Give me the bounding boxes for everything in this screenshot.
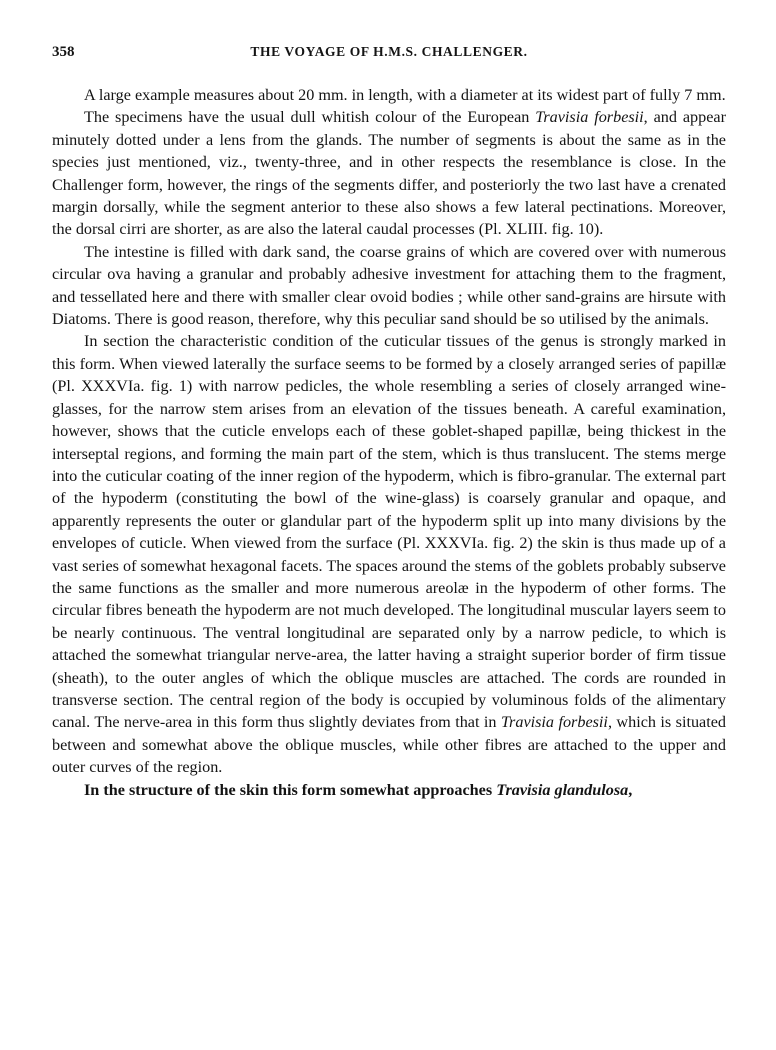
text-segment: , and appear minutely dotted under a lens from the glands. The number of segments is about the same as in the species just mentioned, viz., twenty-three, and in other respects the resemblance is close. In the Challenger form, however, the rings of the segments differ, and posteriorly the two last have a crenated margin dorsally, while the segment anterior to these also shows a few lateral pectinations. Moreover, the dorsal cirri are shorter, as are also the lateral caudal processes (Pl. XLIII. fig. 10). xyxy=(52,108,726,239)
paragraph-1 xyxy=(52,84,726,106)
page xyxy=(52,44,726,801)
species-name: Travisia forbesii xyxy=(500,713,608,732)
paragraph-3 xyxy=(52,241,726,331)
text-segment: , xyxy=(628,780,633,799)
page-number: 358 xyxy=(52,44,75,60)
text-segment: In section the characteristic condition of the cuticular tissues of the genus is strongly marked in this form. When viewed laterally the surface seems to be formed by a closely arranged series of papillæ (Pl. XXXVIa. fig. 1) with narrow pedicles, the whole resembling a series of closely arranged wine-glasses, for the narrow stem arises from an elevation of the tissues beneath. A careful examination, however, shows that the cuticle envelops each of these goblet-shaped papillæ, being thickest in the interseptal regions, and forming the main part of the stem, which is thus translucent. The stems merge into the cuticular coating of the inner region of the hypoderm, which is fibro-granular. The external part of the hypoderm (constituting the bowl of the wine-glass) is coarsely granular and opaque, and apparently represents the outer or glandular part of the hypoderm split up into many divisions by the envelopes of cuticle. When viewed from the surface (Pl. XXXVIa. fig. 2) the skin is thus made up of a vast series of somewhat hexagonal facets. The spaces around the stems of the goblets probably subserve the same functions as the smaller and more numerous areolæ in the hypoderm of other forms. The circular fibres beneath the hypoderm are not much developed. The longitudinal muscular layers seem to be nearly continuous. The ventral longitudinal are separated only by a narrow pedicle, to which is attached the somewhat triangular nerve-area, the latter having a straight superior border of firm tissue (sheath), to the outer angles of which the oblique muscles are attached. The cords are rounded in transverse section. The central region of the body is occupied by voluminous folds of the alimentary canal. The nerve-area in this form thus slightly deviates from that in xyxy=(52,332,726,732)
text-segment: A large example measures about 20 mm. in length, with a diameter at its widest part of fully 7 mm. xyxy=(84,86,726,104)
running-title: THE VOYAGE OF H.M.S. CHALLENGER. xyxy=(250,44,528,59)
text-segment: , which is situated between and somewhat above the oblique muscles, while other fibres are attached to the upper and outer curves of the region. xyxy=(52,713,726,777)
paragraph-5 xyxy=(52,779,726,801)
paragraph-4 xyxy=(52,330,726,778)
text-segment: In the structure of the skin this form somewhat approaches xyxy=(84,780,497,799)
body-text xyxy=(52,84,726,801)
text-segment: The specimens have the usual dull whitish colour of the European xyxy=(84,108,536,127)
page-header xyxy=(52,44,726,68)
species-name: Travisia glandulosa xyxy=(496,780,629,799)
species-name: Travisia forbesii xyxy=(535,108,644,127)
text-segment: The intestine is filled with dark sand, the coarse grains of which are covered over with numerous circular ova having a granular and probably adhesive investment for attaching them to the fragment, and tessellated here and there with smaller clear ovoid bodies ; while other sand-grains are hirsute with Diatoms. There is good reason, therefore, why this peculiar sand should be so utilised by the animals. xyxy=(52,242,726,329)
paragraph-2 xyxy=(52,106,726,240)
